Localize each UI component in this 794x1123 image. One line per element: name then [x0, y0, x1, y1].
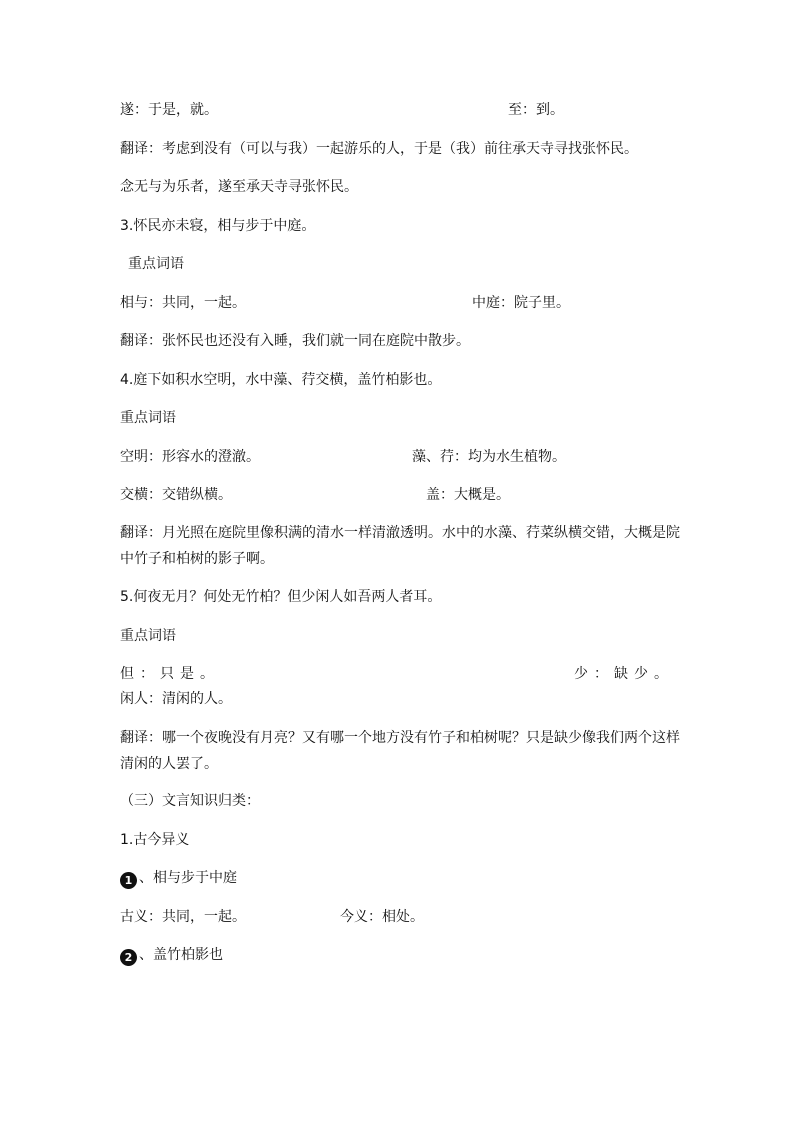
term-definition: 藻、荇：均为水生植物。	[412, 449, 566, 465]
definition-row	[120, 907, 424, 927]
number-badge-icon: 1	[120, 872, 137, 889]
translation-text: 翻译：考虑到没有（可以与我）一起游乐的人，于是（我）前往承天寺寻找张怀民。	[120, 141, 638, 157]
translation-text: 翻译：哪一个夜晚没有月亮？又有哪一个地方没有竹子和柏树呢？只是缺少像我们两个这样清闲的人罢了。	[120, 730, 680, 772]
definition-row	[120, 485, 510, 505]
sentence-heading: 3.怀民亦未寝，相与步于中庭。	[120, 218, 316, 234]
term-definition: 遂：于是，就。	[120, 102, 218, 118]
term-definition: 闲人：清闲的人。	[120, 691, 232, 707]
definition-row	[120, 664, 674, 684]
list-item	[120, 868, 237, 889]
term-definition: 至：到。	[508, 102, 564, 118]
list-item-text: 、相与步于中庭	[139, 870, 237, 886]
original-sentence: 念无与为乐者，遂至承天寺寻张怀民。	[120, 179, 358, 195]
keywords-heading: 重点词语	[120, 628, 176, 644]
keywords-heading: 重点词语	[128, 256, 184, 272]
list-item	[120, 945, 223, 966]
term-definition: 但：只是。	[120, 666, 220, 682]
term-definition: 盖：大概是。	[426, 487, 510, 503]
term-definition: 古义：共同，一起。	[120, 909, 246, 925]
keywords-heading: 重点词语	[120, 410, 176, 426]
number-badge-icon: 2	[120, 949, 137, 966]
definition-row	[120, 100, 564, 120]
translation-text: 翻译：张怀民也还没有入睡，我们就一同在庭院中散步。	[120, 333, 470, 349]
term-definition: 少：缺少。	[574, 666, 674, 682]
definition-row	[120, 293, 570, 313]
list-item-text: 、盖竹柏影也	[139, 947, 223, 963]
term-definition: 相与：共同，一起。	[120, 295, 246, 311]
term-definition: 交横：交错纵横。	[120, 487, 232, 503]
sentence-heading: 4.庭下如积水空明，水中藻、荇交横，盖竹柏影也。	[120, 372, 442, 388]
section-heading: （三）文言知识归类：	[120, 793, 260, 809]
subsection-heading: 1.古今异义	[120, 832, 190, 848]
term-definition: 今义：相处。	[340, 909, 424, 925]
sentence-heading: 5.何夜无月？何处无竹柏？但少闲人如吾两人者耳。	[120, 589, 442, 605]
definition-row	[120, 447, 566, 467]
translation-text: 翻译：月光照在庭院里像积满的清水一样清澈透明。水中的水藻、荇菜纵横交错，大概是院中竹子和柏树的影子啊。	[120, 525, 680, 567]
term-definition: 空明：形容水的澄澈。	[120, 449, 260, 465]
term-definition: 中庭：院子里。	[472, 295, 570, 311]
